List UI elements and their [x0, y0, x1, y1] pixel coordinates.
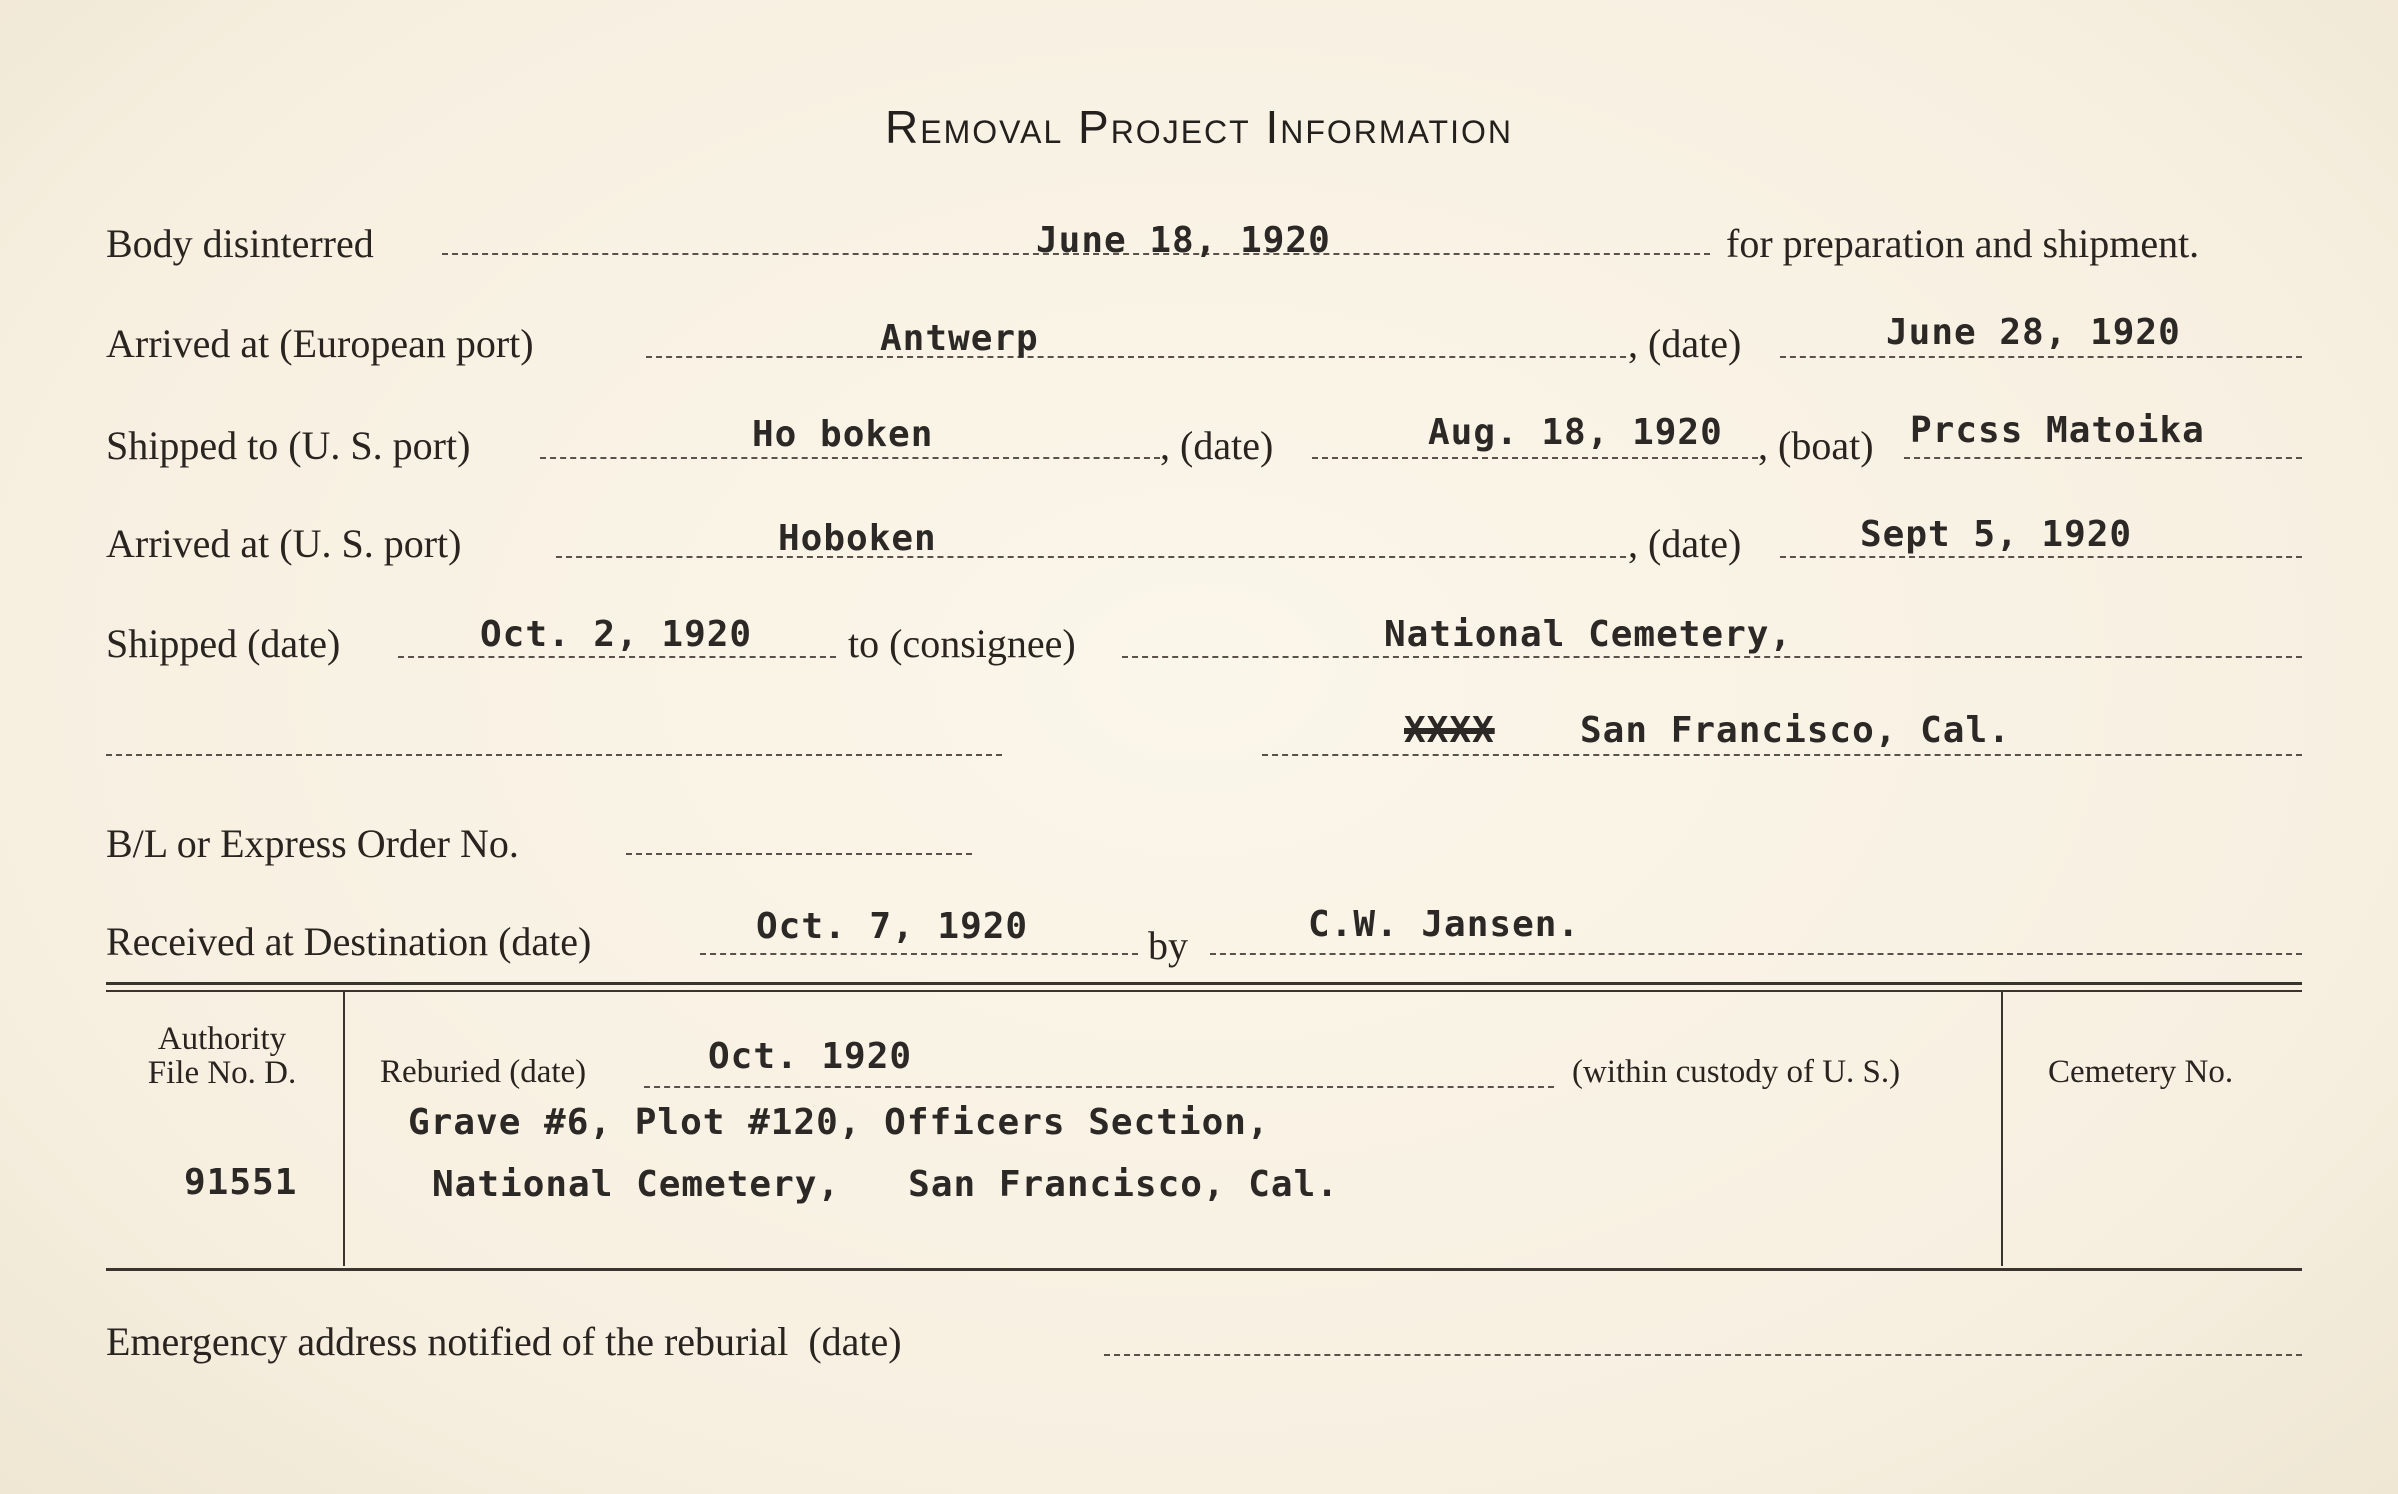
received-date-value: Oct. 7, 1920	[756, 906, 1029, 947]
us-shipped-date-value: Aug. 18, 1920	[1428, 412, 1723, 453]
us-port-arrived-label: Arrived at (U. S. port)	[106, 521, 462, 566]
cemetery-no-label: Cemetery No.	[2048, 1054, 2234, 1090]
european-date-line	[1780, 356, 2302, 358]
us-port-shipped-line	[540, 457, 1160, 459]
european-date-label: , (date)	[1628, 321, 1742, 366]
bl-order-line	[626, 853, 972, 855]
boat-value: Prcss Matoika	[1910, 410, 2205, 451]
box-top-rule	[106, 982, 2302, 985]
consignee-value: National Cemetery,	[1384, 614, 1793, 655]
us-port-shipped-value: Ho boken	[752, 414, 934, 455]
box-bottom-rule	[106, 1268, 2302, 1271]
address-line-right	[1262, 754, 2302, 756]
european-port-value: Antwerp	[880, 318, 1039, 359]
european-port-line	[646, 356, 1626, 358]
shipped-date-line	[398, 656, 836, 658]
us-arrived-date-value: Sept 5, 1920	[1860, 514, 2133, 555]
received-by-value: C.W. Jansen.	[1308, 904, 1581, 945]
address-line-left	[106, 754, 1002, 756]
by-line	[1210, 953, 2302, 955]
body-disinterred-label: Body disinterred	[106, 221, 374, 266]
bl-order-label: B/L or Express Order No.	[106, 821, 519, 866]
authority-label	[106, 1022, 338, 1090]
consignee-line	[1122, 656, 2302, 658]
custody-label: (within custody of U. S.)	[1572, 1054, 1901, 1090]
card-title: Removal Project Information	[885, 101, 1513, 153]
received-date-line	[700, 953, 1138, 955]
european-date-value: June 28, 1920	[1886, 312, 2181, 353]
authority-label-line2: File No. D.	[147, 1055, 297, 1091]
reburied-date-value: Oct. 1920	[708, 1036, 913, 1077]
us-port-arrived-value: Hoboken	[778, 518, 937, 559]
reburied-date-line	[644, 1086, 1554, 1088]
grave-location-line1: Grave #6, Plot #120, Officers Section,	[408, 1102, 1270, 1143]
received-destination-label: Received at Destination (date)	[106, 919, 592, 964]
us-port-shipped-label: Shipped to (U. S. port)	[106, 423, 471, 468]
us-arrived-date-label: , (date)	[1628, 521, 1742, 566]
authority-label-line1: Authority	[157, 1021, 287, 1057]
consignee-address: San Francisco, Cal.	[1580, 710, 2011, 751]
box-top-rule-2	[106, 990, 2302, 992]
reburied-label: Reburied (date)	[380, 1054, 587, 1090]
us-shipped-date-line	[1312, 457, 1758, 459]
consignee-label: to (consignee)	[848, 621, 1076, 666]
grave-location-line2: National Cemetery, San Francisco, Cal.	[432, 1164, 1339, 1205]
box-divider-right	[2001, 992, 2003, 1266]
european-port-label: Arrived at (European port)	[106, 321, 534, 366]
boat-line	[1904, 457, 2302, 459]
us-port-arrived-line	[556, 556, 1626, 558]
boat-label: , (boat)	[1758, 423, 1874, 468]
shipped-date-value: Oct. 2, 1920	[480, 614, 753, 655]
body-disinterred-value: June 18, 1920	[1036, 220, 1331, 261]
box-divider-left	[343, 992, 345, 1266]
preparation-shipment-label: for preparation and shipment.	[1726, 221, 2200, 266]
us-arrived-date-line	[1780, 556, 2302, 558]
us-shipped-date-label: , (date)	[1160, 423, 1274, 468]
shipped-date-label: Shipped (date)	[106, 621, 341, 666]
emergency-label: Emergency address notified of the reburial (date)	[106, 1319, 902, 1364]
emergency-date-line	[1104, 1354, 2302, 1356]
authority-file-number: 91551	[184, 1162, 298, 1203]
by-label: by	[1148, 923, 1188, 968]
struck-text: XXXX	[1404, 710, 1495, 751]
